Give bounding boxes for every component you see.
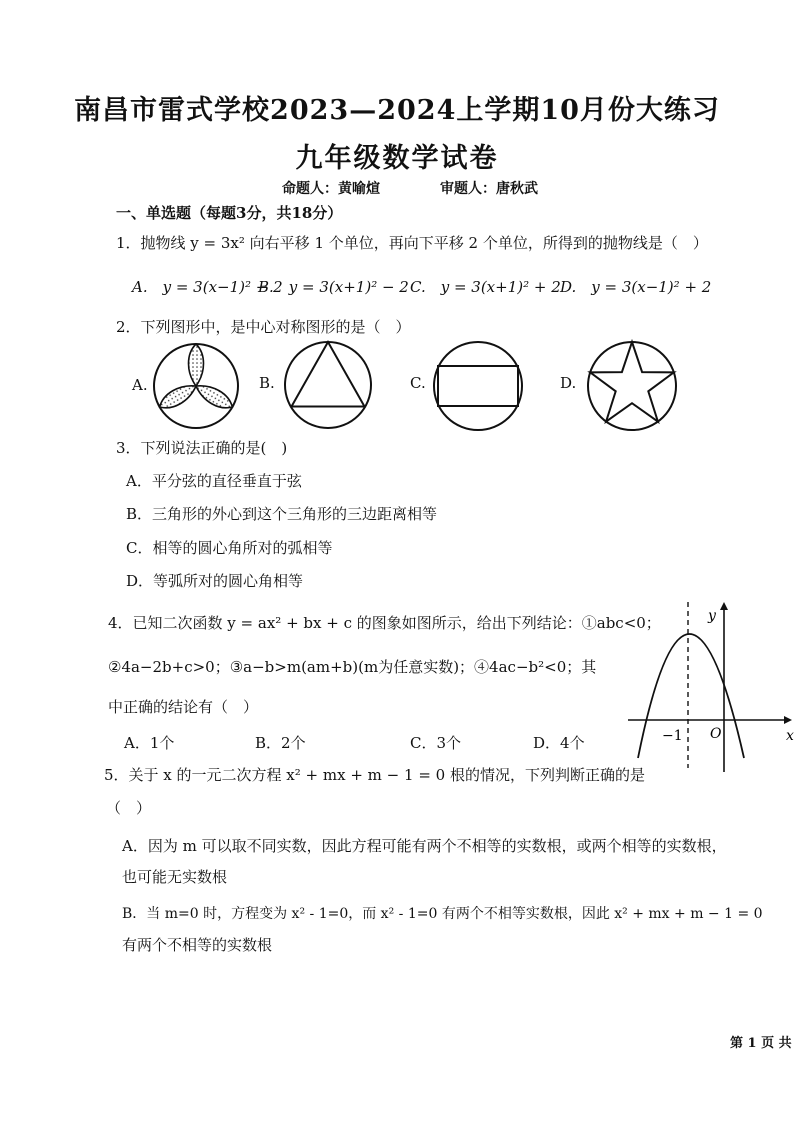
q3-option-b: B．三角形的外心到这个三角形的三边距离相等 (126, 505, 438, 523)
q2-label-a: A. (132, 376, 148, 394)
q2-label-d: D. (560, 374, 577, 392)
q5-option-a-line2: 也可能无实数根 (122, 868, 228, 886)
q4-option-b: B．2个 (255, 734, 306, 752)
question-5-line2: （ ） (106, 799, 152, 817)
q1-option-a: A. y = 3(x−1)² − 2 (132, 278, 283, 296)
q5-option-b-line2: 有两个不相等的实数根 (122, 936, 273, 954)
q3-option-c: C．相等的圆心角所对的弧相等 (126, 539, 333, 557)
figure-a-three-petals (152, 342, 240, 430)
question-4-line3: 中正确的结论有（ ） (108, 698, 259, 716)
section-heading: 一、单选题（每题3分，共18分） (116, 204, 343, 222)
exam-title: 南昌市雷式学校2023—2024上学期10月份大练习 (74, 95, 720, 126)
q1-option-d: D. y = 3(x−1)² + 2 (560, 278, 712, 296)
q3-option-d: D．等弧所对的圆心角相等 (126, 572, 304, 590)
authors-line (282, 178, 538, 198)
y-axis-arrow (720, 602, 728, 610)
q4-option-d: D．4个 (533, 734, 585, 752)
q2-label-b: B. (259, 374, 275, 392)
question-5-line1: 5．关于 x 的一元二次方程 x² + mx + m − 1 = 0 根的情况，下列判断正确的是 (104, 766, 645, 784)
question-1-stem: 1．抛物线 y = 3x² 向右平移 1 个单位，再向下平移 2 个单位，所得到的抛物线是（ ） (116, 234, 708, 252)
q5-option-a-line1: A．因为 m 可以取不同实数，因此方程可能有两个不相等的实数根，或两个相等的实数根， (122, 837, 727, 855)
author: 命题人：黄喻煊 (282, 181, 380, 197)
parabola-graph (626, 598, 792, 774)
question-2-stem: 2．下列图形中，是中心对称图形的是（ ） (116, 318, 411, 336)
q2-label-c: C. (410, 374, 426, 392)
question-3-stem: 3．下列说法正确的是( ) (116, 439, 288, 457)
y-axis-label: y (708, 608, 716, 624)
figure-b-triangle-in-circle (283, 340, 373, 430)
q1-option-c: C. y = 3(x+1)² + 2 (410, 278, 561, 296)
x-axis-arrow (784, 716, 792, 724)
exam-subtitle: 九年级数学试卷 (295, 143, 499, 174)
q4-option-a: A．1个 (124, 734, 175, 752)
x-axis-label: x (786, 728, 794, 744)
figure-c-rectangle-in-circle (432, 340, 524, 432)
question-4-line1: 4．已知二次函数 y = ax² + bx + c 的图象如图所示，给出下列结论：①abc<0； (108, 614, 661, 632)
parabola-curve (638, 634, 744, 758)
question-4-line2: ②4a−2b+c>0；③a−b>m(am+b)(m为任意实数)；④4ac−b²<0；其 (108, 658, 597, 676)
q3-option-a: A．平分弦的直径垂直于弦 (126, 472, 302, 490)
page-footer: 第 1 页 共 (730, 1036, 792, 1051)
q1-option-b: B. y = 3(x+1)² − 2 (258, 278, 409, 296)
q4-option-c: C．3个 (410, 734, 462, 752)
tick-label-neg1: −1 (662, 728, 683, 744)
figure-d-star-in-circle (586, 340, 678, 432)
reviewer: 审题人：唐秋武 (440, 181, 538, 197)
q5-option-b-line1: B．当 m=0 时，方程变为 x² - 1=0，而 x² - 1=0 有两个不相等实数根，因此 x² + mx + m − 1 = 0 (122, 906, 763, 922)
origin-label: O (710, 726, 722, 742)
